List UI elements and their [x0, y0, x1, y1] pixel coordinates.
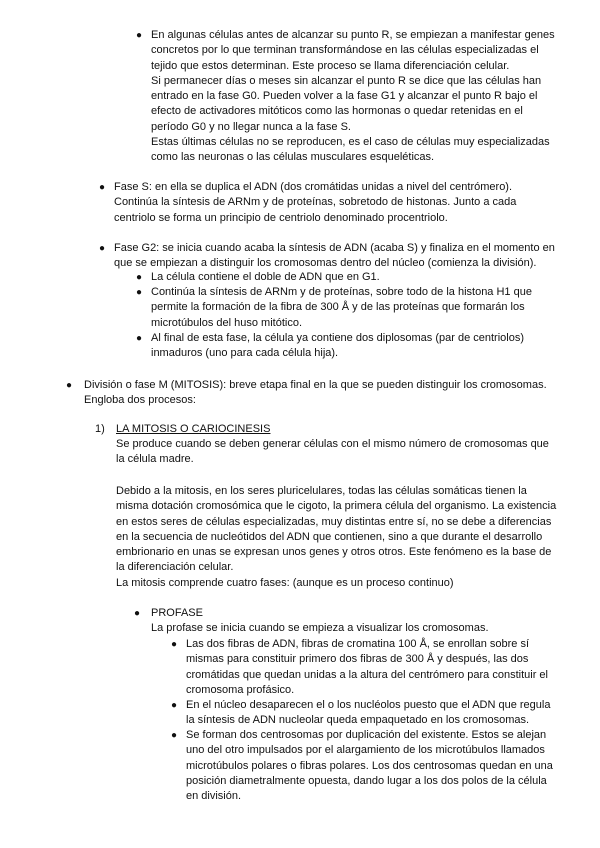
profase-heading: PROFASE — [151, 607, 203, 619]
text-line: Al final de esta fase, la célula ya contiene dos diplosomas (par de centriolos) — [151, 332, 524, 344]
bullet-icon: ● — [136, 272, 143, 283]
text-line: período G0 y no llegar nunca a la fase S. — [151, 120, 351, 133]
text-line: Se produce cuando se deben generar células con el mismo número de cromosomas que — [116, 438, 549, 450]
text-line: la célula madre. — [116, 453, 194, 466]
text-line: Las dos fibras de ADN, fibras de cromatina 100 Å, se enrollan sobre sí — [186, 638, 530, 650]
list-number: 1) — [95, 423, 105, 435]
text-line: tejido que estos determinan. Este proceso se llama diferenciación celular. — [151, 59, 510, 72]
text-line: como las neuronas o las células musculares esqueléticas. — [151, 151, 435, 164]
paragraph-mitosis-phases — [116, 576, 454, 591]
text-line: inmaduros (uno para cada célula hija). — [151, 347, 339, 360]
text-line: efecto de activadores mitóticos como las hormonas o quedar retenidas en el — [151, 105, 523, 118]
text-line: la síntesis de ADN nucleolar queda empaquetado en los cromosomas. — [186, 714, 530, 727]
bullet-icon: ● — [171, 639, 178, 650]
text-line: en estos seres de células especializadas, muy distintas entre sí, no se debe a diferencias — [116, 515, 552, 528]
text-line: Fase G2: se inicia cuando acaba la síntesis de ADN (acaba S) y finaliza en el momento en — [114, 242, 555, 254]
text-line: embrionario en unas se expresan unos genes y otros otros. Este fenómeno es la base de — [116, 546, 552, 559]
bullet-icon: ● — [99, 243, 106, 254]
bullet-profase-nucleolos — [186, 698, 550, 729]
section-heading-mitosis: LA MITOSIS O CARIOCINESIS — [116, 423, 271, 435]
bullet-fase-g2 — [114, 241, 555, 272]
bullet-g2-arnm — [151, 285, 532, 331]
text-line: la diferenciación celular. — [116, 561, 234, 574]
text-line: Engloba dos procesos: — [84, 394, 196, 407]
text-line: Se forman dos centrosomas por duplicación del existente. Estos se alejan — [186, 729, 547, 741]
bullet-icon: ● — [99, 182, 106, 193]
text-line: Debido a la mitosis, en los seres pluricelulares, todas las células somáticas tienen la — [116, 485, 527, 497]
text-line: microtúbulos del huso mitótico. — [151, 316, 303, 329]
bullet-icon: ● — [171, 730, 178, 741]
bullet-profase-fibras — [186, 637, 548, 698]
bullet-g0-differentiation — [151, 28, 555, 166]
text-line: Si permanecer días o meses sin alcanzar el punto R se dice que las células han — [151, 74, 542, 87]
paragraph-mitosis-explanation — [116, 484, 556, 576]
bullet-g2-adn — [151, 270, 380, 285]
text-line: en división. — [186, 790, 242, 803]
text-line: entrado en la fase G0. Pueden volver a la fase G1 y alcanzar el punto R bajo el — [151, 90, 538, 103]
bullet-icon: ● — [136, 333, 143, 344]
text-line: La mitosis comprende cuatro fases: (aunque es un proceso continuo) — [116, 577, 454, 589]
text-line: En el núcleo desaparecen el o los nucléolos puesto que el ADN que regula — [186, 699, 551, 711]
bullet-icon: ● — [171, 700, 178, 711]
text-line: posición diametralmente opuesta, dando lugar a los dos polos de la célula — [186, 774, 547, 787]
text-line: Continúa la síntesis de ARNm y de proteínas, sobretodo de histonas. Junto a cada — [114, 196, 517, 209]
text-line: En algunas células antes de alcanzar su punto R, se empiezan a manifestar genes — [151, 29, 555, 41]
text-line: División o fase M (MITOSIS): breve etapa final en la que se pueden distinguir los cromosomas. — [84, 379, 547, 391]
bullet-fase-m — [84, 378, 547, 409]
text-line: microtúbulos polares o fibras polares. Los dos centrosomas quedan en una — [186, 759, 553, 772]
profase-intro — [151, 621, 489, 636]
text-line: cromosoma profásico. — [186, 683, 295, 696]
text-line: Continúa la síntesis de ARNm y de proteínas, sobre todo de la histona H1 que — [151, 286, 532, 298]
bullet-icon: ● — [136, 30, 143, 41]
text-line: que se empiezan a distinguir los cromosomas dentro del núcleo (comienza la división). — [114, 257, 537, 270]
text-line: en la secuencia de nucleótidos del ADN que contienen, sino a que durante el desarrollo — [116, 530, 543, 543]
text-line: La profase se inicia cuando se empieza a visualizar los cromosomas. — [151, 622, 489, 634]
text-line: misma dotación cromosómica que le cigoto, la primera célula del organismo. La existencia — [116, 500, 557, 513]
text-line: Estas últimas células no se reproducen, es el caso de células muy especializadas — [151, 136, 550, 149]
text-line: Fase S: en ella se duplica el ADN (dos cromátidas unidas a nivel del centrómero). — [114, 181, 513, 193]
bullet-icon: ● — [136, 287, 143, 298]
text-line: centriolo se forma un principio de centriolo denominado procentriolo. — [114, 211, 448, 224]
bullet-g2-diplosomas — [151, 331, 524, 362]
text-line: mismas para constituir primero dos fibras de 300 Å y después, las dos — [186, 653, 529, 666]
text-line: permite la formación de la fibra de 300 Å y de las proteínas que formarán los — [151, 301, 525, 314]
bullet-profase-centrosomas — [186, 728, 553, 804]
text-line: concretos por lo que terminan transformándose en las células especializadas el — [151, 44, 539, 57]
text-line: La célula contiene el doble de ADN que en G1. — [151, 271, 380, 283]
bullet-icon: ● — [134, 608, 141, 619]
paragraph-mitosis-intro — [116, 437, 549, 468]
text-line: uno del otro impulsados por el alargamiento de los microtúbulos llamados — [186, 744, 545, 757]
bullet-icon: ● — [66, 380, 73, 391]
text-line: cromátidas que quedan unidas a la altura del centrómero para constituir el — [186, 668, 548, 681]
bullet-fase-s — [114, 180, 516, 226]
